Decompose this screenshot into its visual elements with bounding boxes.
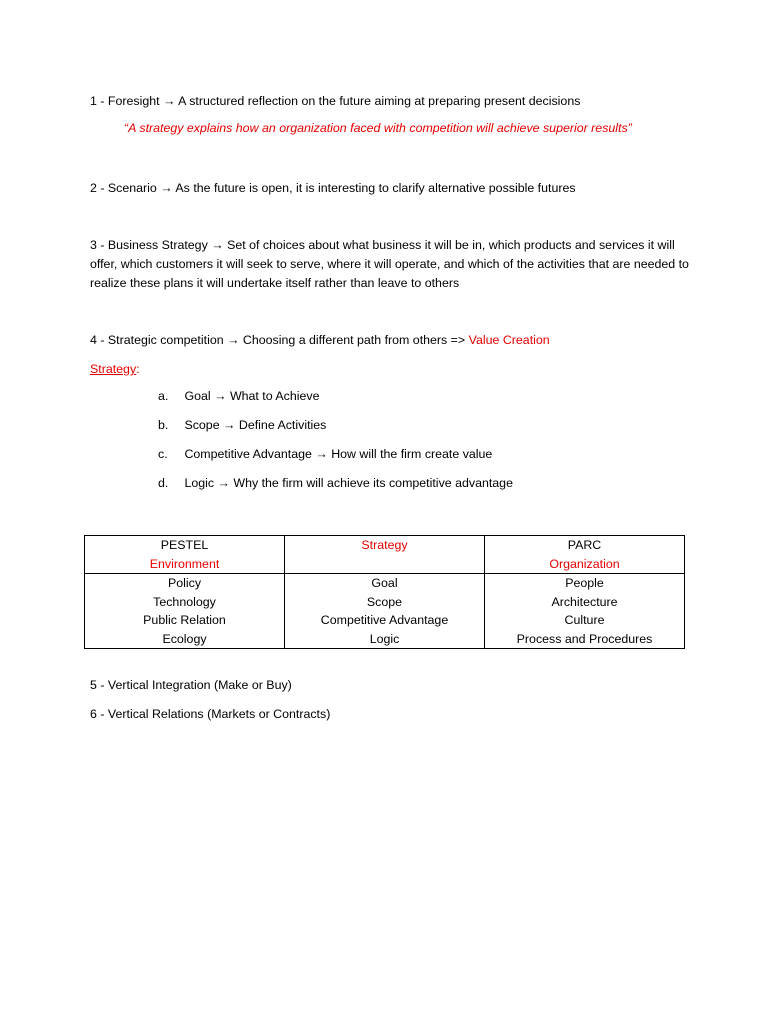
list-desc: How will the firm create value (331, 447, 493, 461)
item-label: 2 - Scenario (90, 181, 157, 195)
table-cell-strategy (285, 574, 485, 649)
arrow-icon: → (217, 476, 230, 490)
item-foresight (90, 92, 580, 111)
header-title: PARC (567, 538, 602, 552)
item-text: As the future is open, it is interesting to clarify alternative possible futures (175, 181, 576, 195)
item-vertical-integration: 5 - Vertical Integration (Make or Buy) (90, 678, 292, 692)
strategy-quote: “A strategy explains how an organization faced with competition will achieve superior results” (124, 121, 632, 135)
list-desc: Why the firm will achieve its competitive advantage (233, 476, 513, 490)
cell-line: Process and Procedures (516, 631, 653, 646)
item-label: 3 - Business Strategy (90, 238, 208, 252)
header-subtitle: Environment (149, 556, 220, 571)
item-label: 4 - Strategic competition (90, 333, 224, 347)
header-title: PESTEL (160, 538, 209, 552)
item-text: Set of choices about what business it will be in, which products and services it will offer, which customers it will seek to serve, where it will operate, and which of the activities that are needed to realize these plans it will undertake itself rather than leave to others (90, 238, 689, 290)
list-item (158, 418, 326, 432)
list-marker: b. (158, 418, 169, 432)
list-marker: a. (158, 389, 169, 403)
cell-line: Scope (366, 594, 403, 609)
item-text: Choosing a different path from others => (242, 333, 466, 347)
arrow-icon: → (227, 333, 240, 347)
arrow-icon: → (163, 94, 176, 108)
list-term: Logic (184, 476, 215, 490)
cell-line: Ecology (162, 631, 207, 646)
strategy-heading-text: Strategy (90, 362, 137, 376)
strategy-heading-colon: : (136, 362, 140, 376)
table-header-pestel (85, 536, 285, 574)
list-item (158, 447, 492, 461)
cell-line: Public Relation (143, 613, 226, 627)
cell-line: Logic (369, 631, 400, 646)
table-header-row (85, 536, 685, 574)
strategy-heading (90, 360, 140, 379)
list-item (158, 476, 513, 490)
list-term: Scope (184, 418, 220, 432)
table-header-parc (485, 536, 685, 574)
value-creation-highlight: Value Creation (468, 333, 550, 347)
list-term: Competitive Advantage (184, 447, 312, 461)
cell-line: Competitive Advantage (320, 613, 449, 627)
list-marker: c. (158, 447, 168, 461)
pestel-strategy-parc-table (84, 535, 685, 649)
header-subtitle: Organization (549, 556, 620, 571)
cell-line: Policy (167, 576, 202, 590)
table-header-strategy (285, 536, 485, 574)
item-vertical-relations: 6 - Vertical Relations (Markets or Contracts) (90, 707, 331, 721)
list-marker: d. (158, 476, 169, 490)
table-row (85, 574, 685, 649)
cell-line: People (565, 576, 604, 590)
header-title: Strategy (361, 538, 408, 552)
item-text: A structured reflection on the future aiming at preparing present decisions (178, 94, 581, 108)
arrow-icon: → (211, 238, 224, 252)
cell-line: Architecture (551, 594, 618, 609)
cell-line: Culture (564, 613, 605, 627)
item-business-strategy (90, 236, 690, 293)
arrow-icon: → (223, 418, 236, 432)
list-term: Goal (184, 389, 211, 403)
item-label: 1 - Foresight (90, 94, 160, 108)
table-cell-parc (485, 574, 685, 649)
list-item (158, 389, 319, 403)
arrow-icon: → (214, 389, 227, 403)
table-cell-pestel (85, 574, 285, 649)
list-desc: What to Achieve (229, 389, 320, 403)
arrow-icon: → (315, 447, 328, 461)
list-desc: Define Activities (238, 418, 327, 432)
cell-line: Technology (153, 594, 216, 609)
arrow-icon: → (160, 181, 173, 195)
item-scenario (90, 179, 576, 198)
item-strategic-competition (90, 331, 550, 350)
cell-line: Goal (371, 576, 398, 590)
